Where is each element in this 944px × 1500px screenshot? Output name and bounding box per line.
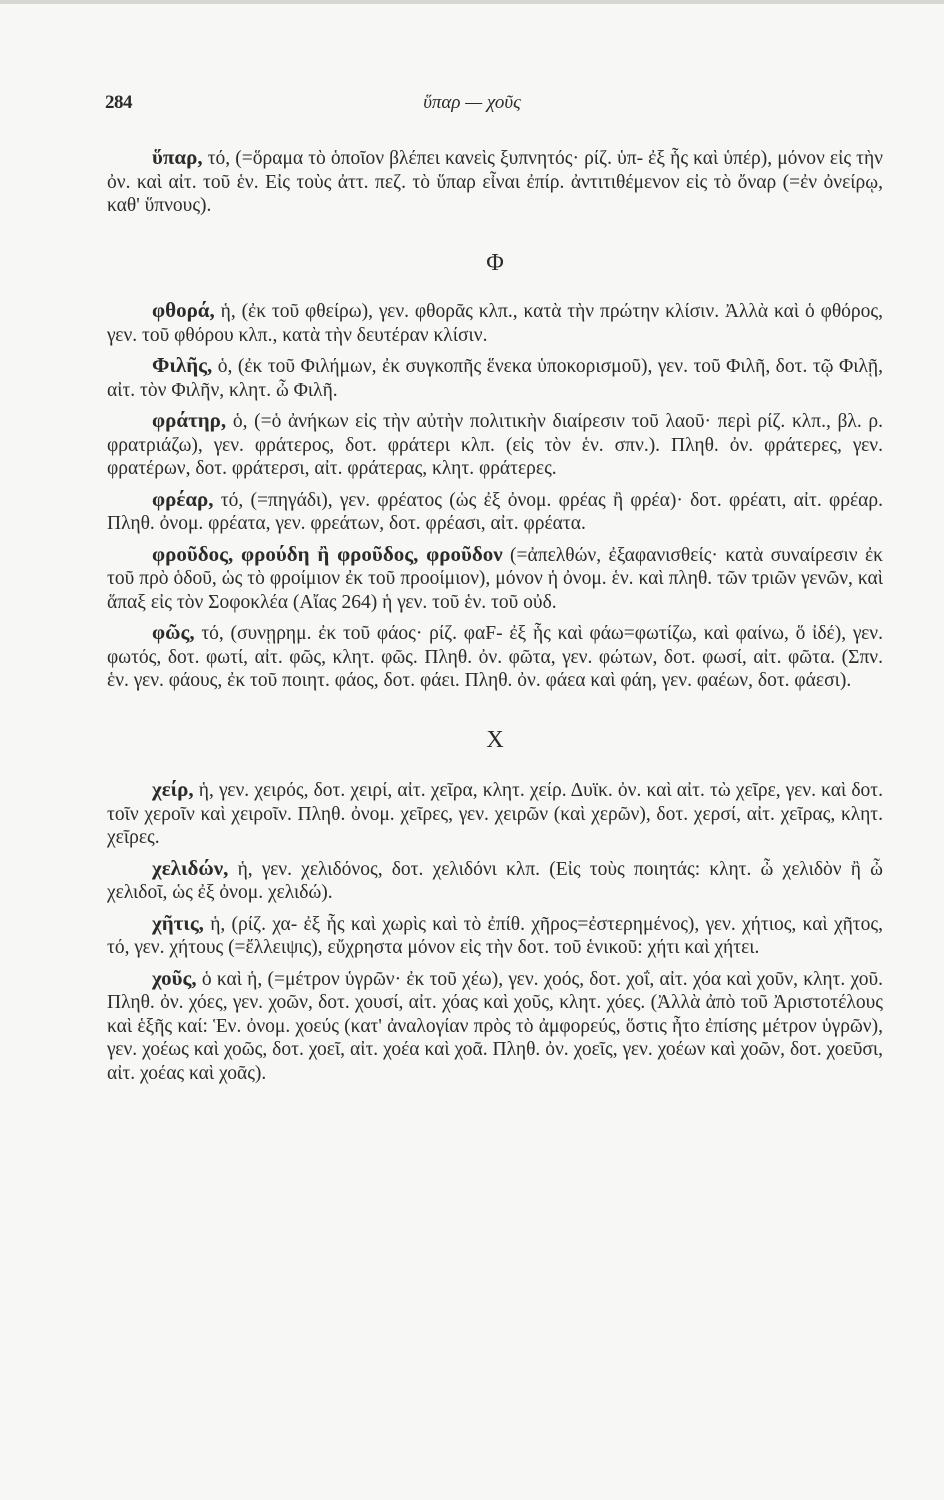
entry-text: ὁ, (=ὁ ἀνήκων εἰς τὴν αὐτὴν πολιτικὴν διαίρεσιν τοῦ λαοῦ· περὶ ρίζ. κλπ., βλ. ρ. φρατριάζω), γεν. φράτερος, δοτ. φράτερι κλπ. (εἰς τὸν ἑν. σπν.). Πληθ. ὀν. φράτερες, γεν. φρατέρων, δοτ. φράτερσι, αἰτ. φράτερας, κλητ. φράτερες. <box>107 411 883 479</box>
entry-philes <box>107 354 883 402</box>
page-number: 284 <box>105 92 132 113</box>
entry-cheir <box>107 778 883 850</box>
entry-text: ἡ, γεν. χειρός, δοτ. χειρί, αἰτ. χεῖρα, κλητ. χείρ. Δυϊκ. ὀν. καὶ αἰτ. τὼ χεῖρε, γεν. καὶ δοτ. τοῖν χεροῖν καὶ χειροῖν. Πληθ. ὀνομ. χεῖρες, γεν. χειρῶν (καὶ χερῶν), δοτ. χερσί, αἰτ. χεῖρας, κλητ. χεῖρες. <box>107 780 883 848</box>
dictionary-body <box>107 146 883 1092</box>
headword: χελιδών, <box>152 855 229 880</box>
entry-phthora <box>107 299 883 347</box>
entry-phos <box>107 621 883 693</box>
entry-frear <box>107 488 883 536</box>
headword: χοῦς, <box>152 965 197 990</box>
section-letter-chi: Χ <box>486 726 504 753</box>
headword: φρέαρ, <box>152 486 214 511</box>
entry-chetis <box>107 912 883 960</box>
entry-froudos <box>107 543 883 615</box>
headword: φροῦδος, φρούδη ἢ φροῦδος, φροῦδον <box>152 541 503 566</box>
entry-text: ὁ καὶ ἡ, (=μέτρον ὑγρῶν· ἐκ τοῦ χέω), γεν. χοός, δοτ. χοΐ, αἰτ. χόα καὶ χοῦν, κλητ. χοῦ. Πληθ. ὀν. χόες, γεν. χοῶν, δοτ. χουσί, αἰτ. χόας καὶ χοῦς, κλητ. χόες. (Ἀλλὰ ἀπὸ τοῦ Ἀριστοτέλους καὶ ἑξῆς καί: Ἑν. ὀνομ. χοεύς (κατ' ἀναλογίαν πρὸς τὸ ἀμφορεύς, ὅστις ἦτο ἐπίσης μέτρον ὑγρῶν), γεν. χοέως καὶ χοῶς, δοτ. χοεῖ, αἰτ. χοέα καὶ χοᾶ. Πληθ. ὀν. χοεῖς, γεν. χοέων καὶ χοῶν, δοτ. χοεῦσι, αἰτ. χοέας καὶ χοᾶς). <box>107 968 883 1084</box>
entry-text: ὁ, (ἐκ τοῦ Φιλήμων, ἐκ συγκοπῆς ἕνεκα ὑποκορισμοῦ), γεν. τοῦ Φιλῆ, δοτ. τῷ Φιλῇ, αἰτ. τὸν Φιλῆν, κλητ. ὦ Φιλῆ. <box>107 356 883 401</box>
headword: φῶς, <box>152 620 195 644</box>
entry-text: ἡ, (ρίζ. χα- ἐξ ἧς καὶ χωρὶς καὶ τὸ ἐπίθ. χῆρος=ἐστερημένος), γεν. χήτιος, καὶ χῆτος, τό, γεν. χήτους (=ἔλλειψις), εὔχρηστα μόνον εἰς τὴν δοτ. τοῦ ἑνικοῦ: χήτι καὶ χήτει. <box>107 913 883 958</box>
entry-text: τό, (συνῃρημ. ἐκ τοῦ φάος· ρίζ. φαF- ἐξ ἧς καὶ φάω=φωτίζω, καὶ φαίνω, ὅ ἰδέ), γεν. φωτός, δοτ. φωτί, αἰτ. φῶς, κλητ. φῶς. Πληθ. ὀν. φῶτα, γεν. φώτων, δοτ. φωσί, αἰτ. φῶτα. (Σπν. ἑν. γεν. φάους, ἐκ τοῦ ποιητ. φάος, δοτ. φάει. Πληθ. ὀν. φάεα καὶ φάη, γεν. φαέων, δοτ. φάεσι). <box>107 623 883 691</box>
entry-chelidon <box>107 857 883 905</box>
entry-text: ἡ, γεν. χελιδόνος, δοτ. χελιδόνι κλπ. (Εἰς τοὺς ποιητάς: κλητ. ὦ χελιδὸν ἢ ὦ χελιδοῖ, ὡς ἐξ ὀνομ. χελιδώ). <box>107 858 883 903</box>
section-letter-phi: Φ <box>486 249 504 276</box>
page-top-edge <box>0 0 944 4</box>
headword: Φιλῆς, <box>152 353 213 377</box>
entry-text: τό, (=πηγάδι), γεν. φρέατος (ὡς ἐξ ὀνομ. φρέας ἢ φρέα)· δοτ. φρέατι, αἰτ. φρέαρ. Πληθ. ὀνομ. φρέατα, γεν. φρεάτων, δοτ. φρέασι, αἰτ. φρέατα. <box>107 489 883 534</box>
headword: ὕπαρ, <box>152 145 203 169</box>
running-head: ὕπαρ — χοῦς <box>423 92 521 113</box>
entry-hypar <box>107 146 883 218</box>
headword: φθορά, <box>152 298 215 322</box>
headword: χείρ, <box>152 777 194 801</box>
headword: χῆτις, <box>152 910 204 935</box>
entry-frater <box>107 409 883 481</box>
entry-text: τό, (=ὅραμα τὸ ὁποῖον βλέπει κανεὶς ξυπνητός· ρίζ. ὑπ- ἐξ ἧς καὶ ὑπέρ), μόνον εἰς τὴν ὀν. καὶ αἰτ. τοῦ ἑν. Εἰς τοὺς ἀττ. πεζ. τὸ ὕπαρ εἶναι ἐπίρ. ἀντιτιθέμενον εἰς τὸ ὄναρ (=ἐν ὀνείρῳ, καθ' ὕπνους). <box>107 148 883 216</box>
entry-chous <box>107 967 883 1086</box>
entry-text: (=ἀπελθών, ἐξαφανισθείς· κατὰ συναίρεσιν ἐκ τοῦ πρὸ ὁδοῦ, ὡς τὸ φροίμιον ἐκ τοῦ προοίμιον), μόνον ἡ ὀνομ. ἑν. καὶ πληθ. τῶν τριῶν γενῶν, καὶ ἅπαξ εἰς τὸν Σοφοκλέα (Αἴας 264) ἡ γεν. τοῦ ἑν. τοῦ οὐδ. <box>107 544 884 613</box>
entry-text: ἡ, (ἐκ τοῦ φθείρω), γεν. φθορᾶς κλπ., κατὰ τὴν πρώτην κλίσιν. Ἀλλὰ καὶ ὁ φθόρος, γεν. τοῦ φθόρου κλπ., κατὰ τὴν δευτέραν κλίσιν. <box>107 301 883 346</box>
headword: φράτηρ, <box>152 408 227 432</box>
